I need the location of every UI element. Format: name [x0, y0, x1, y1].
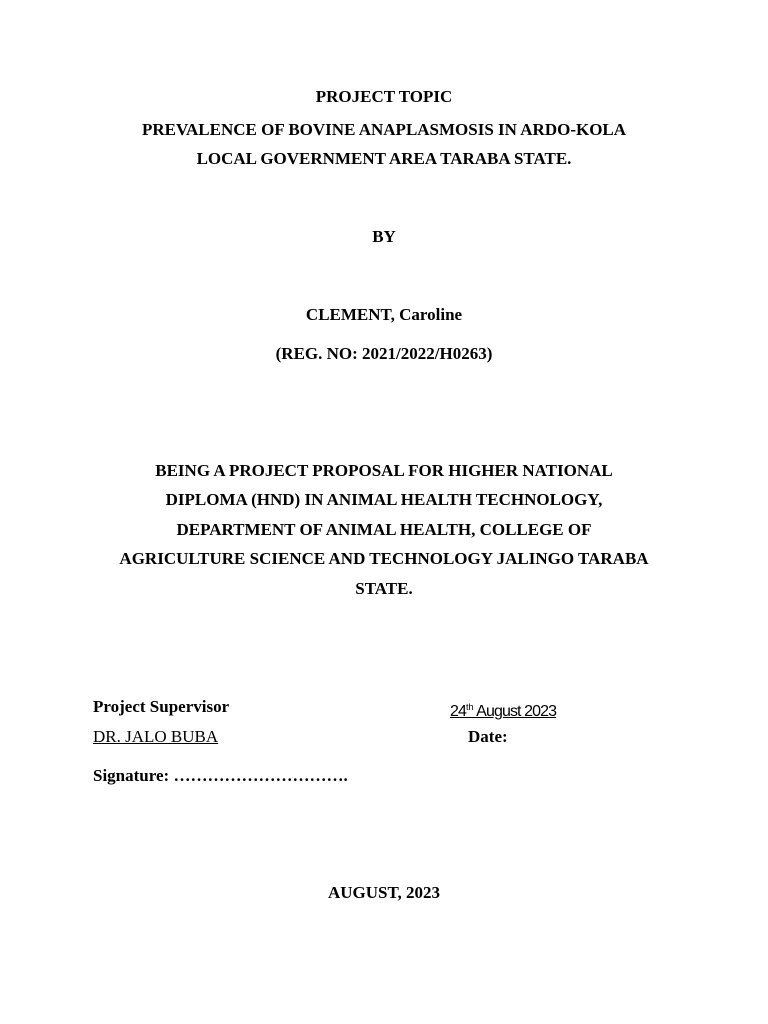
proposal-line-3: DEPARTMENT OF ANIMAL HEALTH, COLLEGE OF	[176, 520, 592, 539]
by-label: BY	[372, 227, 396, 246]
title-line-1: PREVALENCE OF BOVINE ANAPLASMOSIS IN ARDO-KOLA	[141, 120, 627, 139]
proposal-line-1: BEING A PROJECT PROPOSAL FOR HIGHER NATIONAL	[155, 461, 613, 480]
project-topic-label: PROJECT TOPIC	[315, 87, 453, 106]
supervisor-name: DR. JALO BUBA	[93, 727, 219, 746]
registration-number: (REG. NO: 2021/2022/H0263)	[275, 344, 493, 363]
supervisor-label: Project Supervisor	[93, 697, 230, 716]
handwritten-date	[450, 697, 556, 722]
signature-line: Signature: ………………………….	[93, 766, 348, 785]
date-label: Date:	[468, 727, 508, 746]
date-rest: August 2023	[473, 703, 557, 720]
date-suffix: th	[466, 702, 474, 712]
author-name: CLEMENT, Caroline	[305, 305, 463, 324]
footer-date: AUGUST, 2023	[327, 883, 441, 902]
title-line-2: LOCAL GOVERNMENT AREA TARABA STATE.	[196, 149, 572, 168]
proposal-line-4: AGRICULTURE SCIENCE AND TECHNOLOGY JALINGO TARABA	[119, 549, 649, 568]
proposal-line-5: STATE.	[355, 579, 413, 598]
proposal-line-2: DIPLOMA (HND) IN ANIMAL HEALTH TECHNOLOGY,	[165, 490, 603, 509]
date-day: 24	[450, 703, 466, 720]
